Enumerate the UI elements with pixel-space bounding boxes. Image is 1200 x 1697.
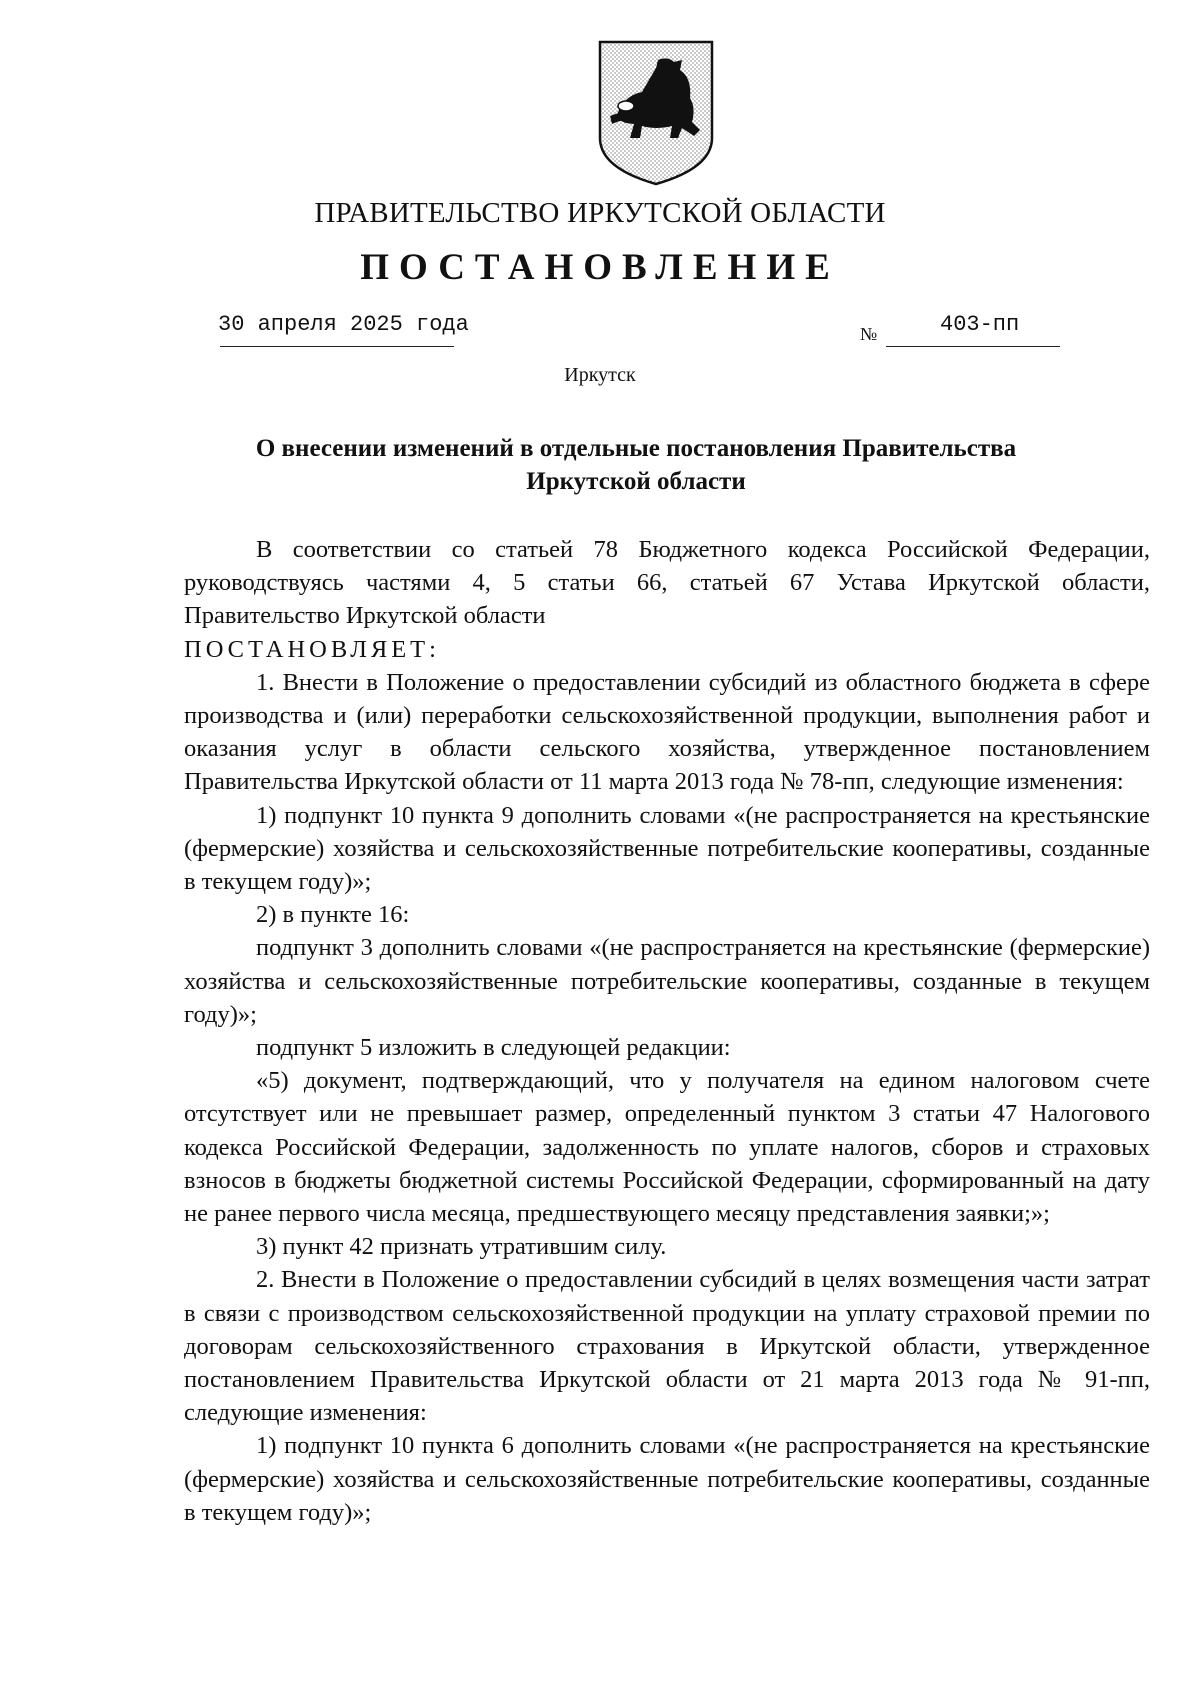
document-body [184, 533, 1150, 1529]
paragraph-1-item-2: 2) в пункте 16: [256, 901, 410, 929]
document-subject [180, 432, 1092, 498]
number-sign: № [860, 324, 878, 344]
paragraph-1-item-1: 1) подпункт 10 пункта 9 дополнить словами «(не распространяется на крестьянские (фермерские) хозяйства и сельскохозяйственные потребительские кооперативы, созданные в текущем году)»; [184, 801, 1150, 896]
government-name: ПРАВИТЕЛЬСТВО ИРКУТСКОЙ ОБЛАСТИ [314, 197, 886, 229]
paragraph-1-item-2c: «5) документ, подтверждающий, что у получателя на едином налоговом счете отсутствует или не превышает размер, определенный пунктом 3 статьи 47 Налогового кодекса Российской Федерации, задолженность по уплате налогов, сборов и страховых взносов в бюджеты бюджетной системы Российской Федерации, сформированный на дату не ранее первого числа месяца, предшествующего месяцу представления заявки;»; [184, 1067, 1150, 1228]
preamble-paragraph: В соответствии со статьей 78 Бюджетного кодекса Российской Федерации, руководствуясь частями 4, 5 статьи 66, статьей 67 Устава Иркутской области, Правительство Иркутской области [184, 536, 1150, 630]
city-name: Иркутск [564, 364, 636, 386]
document-date: 30 апреля 2025 года [218, 312, 469, 337]
coat-of-arms-emblem [596, 38, 716, 188]
document-number: 403-пп [940, 312, 1020, 337]
subject-line-1: О внесении изменений в отдельные постановления Правительства [255, 435, 1017, 462]
paragraph-1-item-3: 3) пункт 42 признать утратившим силу. [256, 1233, 667, 1261]
paragraph-2-item-1: 1) подпункт 10 пункта 6 дополнить словами «(не распространяется на крестьянские (фермерские) хозяйства и сельскохозяйственные потребительские кооперативы, созданные в текущем году)»; [184, 1432, 1150, 1526]
subject-line-2: Иркутской области [526, 468, 746, 495]
paragraph-1: 1. Внести в Положение о предоставлении субсидий из областного бюджета в сфере производства и (или) переработки сельскохозяйственной продукции, выполнения работ и оказания услуг в области сельского хозяйства, утвержденное постановлением Правительства Иркутской области от 11 марта 2013 года № 78-пп, следующие изменения: [184, 668, 1150, 796]
resolves-word: ПОСТАНОВЛЯЕТ: [184, 635, 440, 663]
paragraph-2: 2. Внести в Положение о предоставлении субсидий в целях возмещения части затрат в связи с производством сельскохозяйственной продукции на уплату страховой премии по договорам сельскохозяйственного страхования в Иркутской области, утвержденное постановлением Правительства Иркутской области от 21 марта 2013 года № 91-пп, следующие изменения: [184, 1266, 1150, 1427]
paragraph-1-item-2b: подпункт 5 изложить в следующей редакции: [256, 1034, 731, 1062]
document-type-title: ПОСТАНОВЛЕНИЕ [360, 247, 840, 288]
paragraph-1-item-2a: подпункт 3 дополнить словами «(не распространяется на крестьянские (фермерские) хозяйства и сельскохозяйственные потребительские кооперативы, созданные в текущем году)»; [184, 934, 1150, 1028]
